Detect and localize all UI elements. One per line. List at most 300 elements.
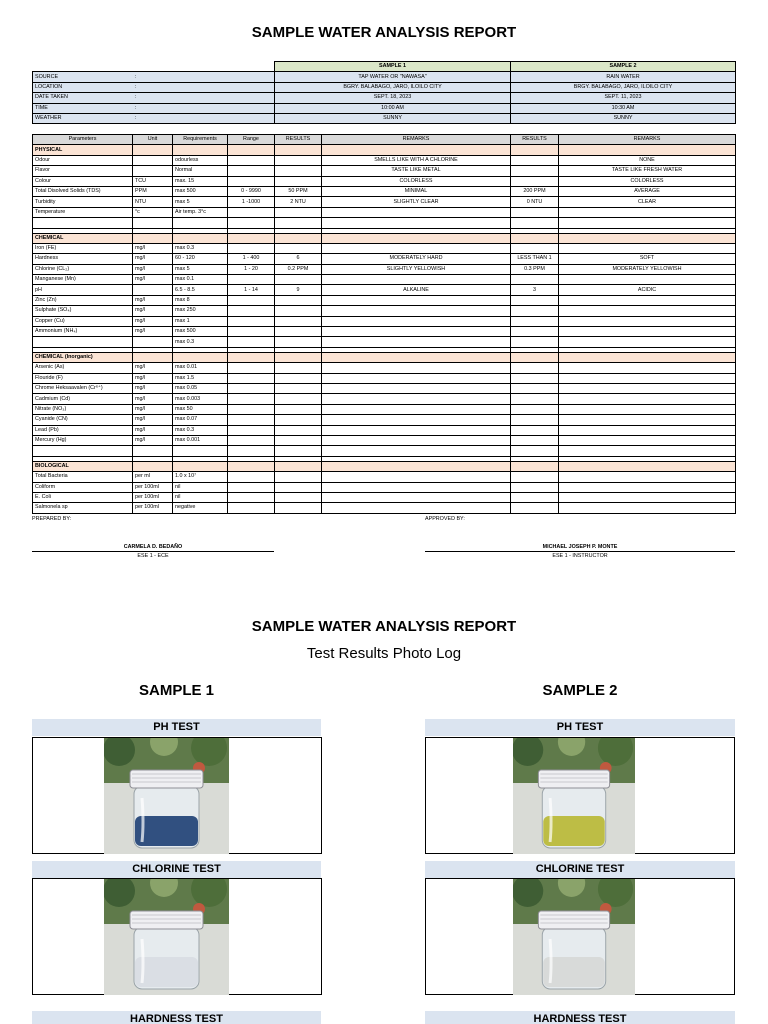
parameter-row [33,207,736,217]
cell-sample1-results [275,425,322,435]
section-header-row [33,145,736,155]
cell-sample2-remarks: MODERATELY YELLOWISH [559,264,736,274]
cell-unit: mg/l [133,373,173,383]
cell-sample2-remarks [559,435,736,445]
cell-range [228,295,275,305]
cell-unit: mg/l [133,254,173,264]
cell-sample2-remarks [559,415,736,425]
cell-sample2-results [511,243,559,253]
cell-sample2-results [511,207,559,217]
cell-sample1-remarks: MINIMAL [322,186,511,196]
cell-sample2-remarks [559,207,736,217]
empty-cell [275,461,322,471]
parameters-header-row [33,135,736,145]
cell-sample2-results [511,327,559,337]
empty-cell [511,233,559,243]
empty-cell [275,218,322,228]
cell-parameters: Manganese (Mn) [33,275,133,285]
parameter-row [33,295,736,305]
parameter-row [33,306,736,316]
cell-requirements: max. 15 [173,176,228,186]
cell-sample1-remarks [322,383,511,393]
empty-cell [322,352,511,362]
cell-sample2-remarks [559,394,736,404]
cell-sample1-results [275,472,322,482]
cell-sample1-results [275,383,322,393]
cell-requirements: max 250 [173,306,228,316]
column-header-sample1-results: RESULTS [275,135,322,145]
empty-cell [133,145,173,155]
cell-sample1-results: 2 NTU [275,197,322,207]
empty-cell [275,352,322,362]
empty-cell [275,446,322,456]
parameter-row [33,404,736,414]
parameter-row [33,503,736,513]
cell-parameters: Coliform [33,482,133,492]
cell-range [228,327,275,337]
cell-sample2-results: 200 PPM [511,186,559,196]
empty-cell [133,233,173,243]
section-header-row [33,233,736,243]
spacer-row [33,218,736,228]
info-label: TIME [33,103,133,113]
cell-parameters: Cyanide (CN) [33,415,133,425]
empty-cell [173,218,228,228]
cell-sample2-remarks: COLORLESS [559,176,736,186]
sample2-hardness-test-label: HARDNESS TEST [425,1011,735,1024]
parameter-row [33,285,736,295]
cell-unit: PPM [133,186,173,196]
column-header-unit: Unit [133,135,173,145]
report-title: SAMPLE WATER ANALYSIS REPORT [251,24,517,41]
cell-range: 1 - 14 [228,285,275,295]
photo-log-subtitle: Test Results Photo Log [306,645,462,662]
cell-unit: per 100ml [133,482,173,492]
cell-sample2-results [511,425,559,435]
empty-cell [559,233,736,243]
cell-sample2-remarks: TASTE LIKE FRESH WATER [559,166,736,176]
cell-range: 1 -1000 [228,197,275,207]
cell-sample2-results [511,383,559,393]
cell-range [228,207,275,217]
cell-unit: mg/l [133,383,173,393]
section-title: PHYSICAL [33,145,133,155]
cell-requirements: 60 - 120 [173,254,228,264]
sample2-chlorine-test-photo [513,879,635,995]
info-sample-header-row [33,62,736,72]
cell-unit: mg/l [133,425,173,435]
empty-cell [33,218,133,228]
cell-sample1-remarks [322,316,511,326]
cell-sample1-remarks [322,404,511,414]
parameter-row [33,415,736,425]
cell-unit: mg/l [133,316,173,326]
empty-cell [511,352,559,362]
cell-sample2-remarks: AVERAGE [559,186,736,196]
prepared-signature-line [32,551,274,552]
cell-range [228,275,275,285]
cell-sample1-remarks: ALKALINE [322,285,511,295]
cell-sample2-results: 0.3 PPM [511,264,559,274]
cell-requirements: max 0.3 [173,243,228,253]
column-header-sample2-remarks: REMARKS [559,135,736,145]
column-header-requirements: Requirements [173,135,228,145]
cell-requirements: negative [173,503,228,513]
empty-cell [228,145,275,155]
parameter-row [33,254,736,264]
cell-range [228,383,275,393]
sample2-info-value: SEPT. 11, 2023 [511,93,736,103]
cell-range [228,306,275,316]
info-blank-cell [33,62,133,72]
cell-sample2-remarks: CLEAR [559,197,736,207]
cell-range [228,435,275,445]
empty-cell [511,446,559,456]
cell-sample1-results [275,435,322,445]
parameter-row [33,425,736,435]
cell-sample1-results [275,482,322,492]
parameter-row [33,383,736,393]
info-label: SOURCE [33,72,133,82]
sample2-heading: SAMPLE 2 [542,682,618,699]
cell-sample1-results [275,155,322,165]
empty-cell [173,461,228,471]
cell-requirements: max 0.3 [173,337,228,347]
cell-sample2-results [511,492,559,502]
info-row [33,93,736,103]
cell-range [228,394,275,404]
cell-sample2-results [511,306,559,316]
parameter-row [33,482,736,492]
cell-sample1-results: 6 [275,254,322,264]
cell-range [228,415,275,425]
cell-sample1-remarks [322,275,511,285]
info-label: DATE TAKEN [33,93,133,103]
sample2-header: SAMPLE 2 [511,62,736,72]
sample2-info-value: 10:30 AM [511,103,736,113]
cell-range [228,243,275,253]
cell-sample1-results: 9 [275,285,322,295]
cell-requirements: max 8 [173,295,228,305]
cell-sample2-results [511,155,559,165]
cell-sample2-remarks [559,306,736,316]
info-row [33,82,736,92]
cell-sample2-results [511,482,559,492]
parameter-row [33,337,736,347]
sample1-info-value: 10:00 AM [275,103,511,113]
cell-requirements: max 0.1 [173,275,228,285]
sample1-ph-test-photo [104,738,229,854]
cell-sample2-remarks [559,373,736,383]
cell-range: 0 - 9990 [228,186,275,196]
cell-sample1-remarks: SLIGHTLY YELLOWISH [322,264,511,274]
approved-by-label: APPROVED BY: [425,516,465,522]
empty-cell [133,218,173,228]
cell-sample2-remarks [559,363,736,373]
cell-sample2-results [511,316,559,326]
cell-parameters: Chrome Heksaavalen (Cr⁶⁺) [33,383,133,393]
empty-cell [228,233,275,243]
cell-requirements: max 5 [173,264,228,274]
cell-unit [133,166,173,176]
empty-cell [322,461,511,471]
cell-sample2-results: LESS THAN 1 [511,254,559,264]
cell-sample1-remarks: TASTE LIKE METAL [322,166,511,176]
cell-sample1-results [275,275,322,285]
empty-cell [322,218,511,228]
cell-parameters: Temperature [33,207,133,217]
cell-sample2-remarks [559,337,736,347]
cell-sample1-results [275,337,322,347]
cell-sample2-remarks [559,316,736,326]
cell-requirements: max 5 [173,197,228,207]
cell-parameters: pH [33,285,133,295]
cell-sample2-results [511,373,559,383]
cell-sample2-remarks [559,492,736,502]
info-row [33,72,736,82]
sample2-ph-test-label: PH TEST [425,719,735,736]
cell-unit: per ml [133,472,173,482]
column-header-parameters: Parameters [33,135,133,145]
empty-cell [33,446,133,456]
cell-range [228,492,275,502]
parameter-row [33,316,736,326]
cell-requirements: nil [173,482,228,492]
empty-cell [228,352,275,362]
cell-parameters [33,337,133,347]
empty-cell [133,446,173,456]
cell-parameters: Lead (Pb) [33,425,133,435]
approved-by-role: ESE 1 - INSTRUCTOR [552,553,608,559]
info-label: WEATHER [33,113,133,123]
cell-sample1-remarks [322,337,511,347]
cell-requirements: nil [173,492,228,502]
cell-range [228,503,275,513]
cell-requirements: max 0.07 [173,415,228,425]
empty-cell [511,145,559,155]
column-header-range: Range [228,135,275,145]
cell-unit: per 100ml [133,492,173,502]
parameters-table [32,134,736,514]
info-colon: : [133,82,275,92]
cell-requirements: max 50 [173,404,228,414]
cell-sample1-remarks [322,327,511,337]
empty-cell [511,461,559,471]
cell-range: 1 - 20 [228,264,275,274]
empty-cell [559,145,736,155]
cell-parameters: Turbidity [33,197,133,207]
cell-sample2-results: 0 NTU [511,197,559,207]
column-header-sample1-remarks: REMARKS [322,135,511,145]
cell-parameters: Zinc (Zn) [33,295,133,305]
cell-range [228,166,275,176]
photo-log-title: SAMPLE WATER ANALYSIS REPORT [251,618,517,635]
cell-sample1-results [275,404,322,414]
cell-unit: °c [133,207,173,217]
empty-cell [173,145,228,155]
cell-sample1-remarks [322,373,511,383]
cell-sample2-results [511,363,559,373]
cell-sample1-results [275,503,322,513]
cell-sample2-remarks [559,275,736,285]
cell-sample1-remarks: SMELLS LIKE WITH A CHLORINE [322,155,511,165]
cell-sample2-results: 3 [511,285,559,295]
cell-sample2-results [511,295,559,305]
parameter-row [33,327,736,337]
cell-sample1-results [275,166,322,176]
cell-requirements: max 0.01 [173,363,228,373]
cell-sample2-remarks: NONE [559,155,736,165]
cell-sample1-results [275,363,322,373]
cell-range: 1 - 400 [228,254,275,264]
empty-cell [559,461,736,471]
cell-sample2-remarks [559,295,736,305]
cell-sample1-remarks [322,394,511,404]
cell-range [228,176,275,186]
empty-cell [322,145,511,155]
approved-signature-line [425,551,735,552]
cell-unit [133,285,173,295]
sample-info-table [32,61,736,124]
cell-parameters: Total Disolved Solids (TDS) [33,186,133,196]
empty-cell [173,233,228,243]
cell-sample1-results [275,295,322,305]
cell-requirements: max 500 [173,327,228,337]
cell-parameters: Copper (Cu) [33,316,133,326]
cell-sample2-results [511,394,559,404]
empty-cell [559,446,736,456]
cell-sample1-remarks [322,306,511,316]
cell-sample2-results [511,472,559,482]
cell-range [228,482,275,492]
info-label: LOCATION [33,82,133,92]
cell-sample2-results [511,503,559,513]
parameter-row [33,166,736,176]
cell-parameters: Flavor [33,166,133,176]
cell-sample2-results [511,404,559,414]
cell-requirements: max 0.05 [173,383,228,393]
cell-sample2-remarks: ACIDIC [559,285,736,295]
cell-sample1-results: 50 PPM [275,186,322,196]
cell-unit: mg/l [133,435,173,445]
section-header-row [33,352,736,362]
cell-unit: per 100ml [133,503,173,513]
parameter-row [33,394,736,404]
cell-range [228,363,275,373]
sample2-info-value: BRGY. BALABAGO, JARO, ILOILO CITY [511,82,736,92]
empty-cell [511,218,559,228]
cell-range [228,472,275,482]
sample1-info-value: SEPT. 18, 2023 [275,93,511,103]
sample1-chlorine-test-label: CHLORINE TEST [32,861,321,878]
section-title: BIOLOGICAL [33,461,133,471]
spacer-row [33,446,736,456]
cell-unit: mg/l [133,295,173,305]
parameter-row [33,176,736,186]
cell-parameters: Ammonium (NH₄) [33,327,133,337]
prepared-by-label: PREPARED BY: [32,516,72,522]
sample2-info-value: SUNNY [511,113,736,123]
cell-sample1-results [275,207,322,217]
cell-sample2-results [511,435,559,445]
cell-sample2-remarks: SOFT [559,254,736,264]
cell-sample2-results [511,275,559,285]
cell-unit: mg/l [133,243,173,253]
empty-cell [275,233,322,243]
cell-requirements: max 0.001 [173,435,228,445]
cell-sample2-remarks [559,482,736,492]
cell-requirements: max 1.5 [173,373,228,383]
cell-parameters: Colour [33,176,133,186]
cell-unit: mg/l [133,264,173,274]
cell-sample2-remarks [559,327,736,337]
info-row [33,103,736,113]
cell-parameters: Sulphate (SO₄) [33,306,133,316]
sample1-info-value: TAP WATER OR "NAWASA" [275,72,511,82]
cell-parameters: Salmonela sp [33,503,133,513]
cell-parameters: Arsenic (As) [33,363,133,373]
cell-unit: mg/l [133,363,173,373]
cell-unit [133,337,173,347]
cell-sample1-results [275,415,322,425]
sample1-info-value: SUNNY [275,113,511,123]
empty-cell [133,461,173,471]
cell-parameters: Chlorine (CL₂) [33,264,133,274]
sample1-heading: SAMPLE 1 [138,682,214,699]
cell-range [228,316,275,326]
info-blank-cell [133,62,275,72]
sample1-info-value: BGRY. BALABAGO, JARO, ILOILO CITY [275,82,511,92]
cell-sample1-results [275,316,322,326]
cell-sample1-remarks: SLIGHTLY CLEAR [322,197,511,207]
cell-requirements: max 500 [173,186,228,196]
cell-unit: mg/l [133,404,173,414]
cell-sample1-results: 0.2 PPM [275,264,322,274]
cell-sample1-remarks [322,363,511,373]
cell-requirements: max 0.3 [173,425,228,435]
cell-unit: mg/l [133,275,173,285]
info-colon: : [133,103,275,113]
parameter-row [33,472,736,482]
cell-range [228,404,275,414]
cell-sample2-remarks [559,243,736,253]
cell-sample1-remarks [322,492,511,502]
parameter-row [33,363,736,373]
cell-sample1-results [275,327,322,337]
cell-parameters: Odour [33,155,133,165]
parameter-row [33,243,736,253]
prepared-by-name: CARMELA D. BEDAÑO [123,544,183,550]
cell-requirements: max 1 [173,316,228,326]
approved-by-name: MICHAEL JOSEPH P. MONTE [542,544,618,550]
cell-sample1-remarks: COLORLESS [322,176,511,186]
cell-requirements: 6.5 - 8.5 [173,285,228,295]
cell-parameters: Hardness [33,254,133,264]
cell-requirements: max 0.003 [173,394,228,404]
cell-unit: mg/l [133,394,173,404]
sample2-info-value: RAIN WATER [511,72,736,82]
cell-sample1-remarks [322,295,511,305]
info-row [33,113,736,123]
empty-cell [275,145,322,155]
cell-sample2-remarks [559,425,736,435]
cell-sample1-remarks [322,503,511,513]
parameter-row [33,275,736,285]
cell-unit: mg/l [133,306,173,316]
info-colon: : [133,72,275,82]
section-title: CHEMICAL [33,233,133,243]
parameter-row [33,186,736,196]
